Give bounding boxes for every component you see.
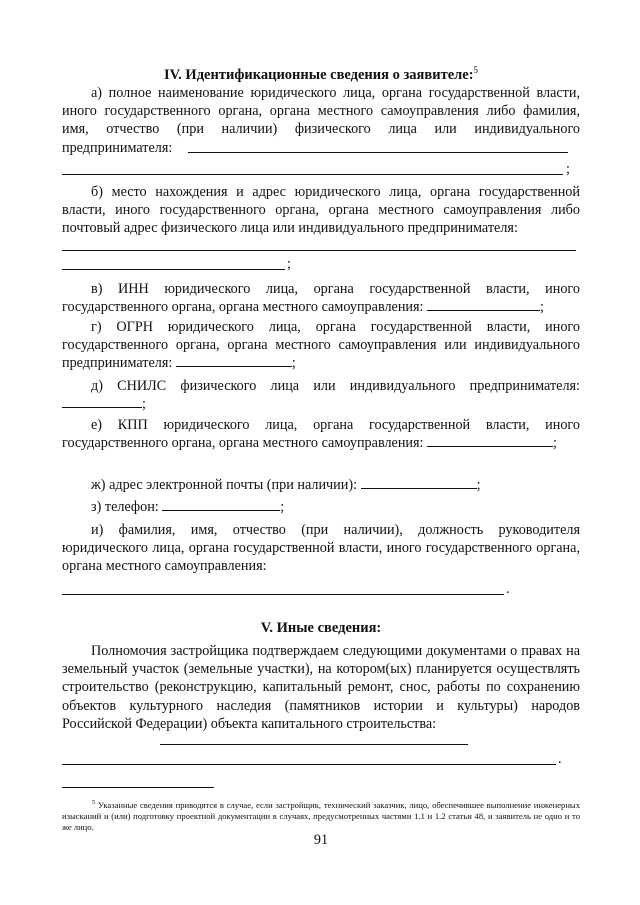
item-b-semicolon: ; bbox=[287, 256, 291, 272]
item-e-text: е) КПП юридического лица, органа государственной власти, иного государственного органа, органа местного самоуправления: ; bbox=[62, 417, 580, 452]
item-a-field-line-2[interactable] bbox=[62, 174, 563, 175]
footnote-separator bbox=[62, 787, 214, 788]
item-i-period: . bbox=[506, 581, 510, 597]
item-a-field-line-1[interactable] bbox=[188, 152, 568, 153]
section-5-field-line-2[interactable] bbox=[62, 764, 556, 765]
item-z-text: з) телефон: ; bbox=[91, 499, 285, 515]
item-v-text: в) ИНН юридического лица, органа государственной власти, иного государственного органа, органа местного самоуправления: ; bbox=[62, 281, 580, 316]
item-z-field[interactable] bbox=[162, 498, 280, 511]
item-d-field[interactable] bbox=[62, 395, 142, 408]
footnote-text: $^5$ Указанные сведения приводятся в случае, если застройщик, технический заказчик, лицо, обеспечившее выполнение инженерных изысканий и (или) подготовку проектной документации в случаях, предусмотренных частями 1.1 и 1.2 статьи 48, и заявитель не одно и то же лицо. bbox=[62, 799, 580, 833]
item-a-text: а) полное наименование юридического лица, органа государственной власти, иного государственного органа, органа местного самоуправления либо фамилия, имя, отчество (при наличии) физического лица или индивидуального предпринимателя: bbox=[62, 85, 580, 156]
item-b-field-line-2[interactable] bbox=[62, 269, 285, 270]
item-zh-text: ж) адрес электронной почты (при наличии): ; bbox=[91, 477, 481, 493]
section-5-title: V. Иные сведения: bbox=[260, 620, 382, 636]
item-zh-field[interactable] bbox=[361, 476, 477, 489]
footnote-ref: 5 bbox=[473, 65, 479, 75]
item-a-semicolon: ; bbox=[566, 161, 570, 177]
section-5-field-line-1[interactable] bbox=[160, 744, 468, 745]
item-g-text: г) ОГРН юридического лица, органа государственной власти, иного государственного органа, органа местного самоуправления или индивидуального предпринимателя: ; bbox=[62, 319, 580, 372]
item-i-text: и) фамилия, имя, отчество (при наличии), должность руководителя юридического лица, органа государственной власти, иного государственного органа, органа местного самоуправления: bbox=[62, 522, 580, 575]
section-4-title: IV. Идентификационные сведения о заявителе:$^5$ bbox=[163, 65, 479, 83]
item-b-text: б) место нахождения и адрес юридического лица, органа государственной власти, иного государственного органа, органа местного самоуправления либо почтовый адрес физического лица или индивидуального предпринимателя: bbox=[62, 184, 580, 237]
item-i-field-line[interactable] bbox=[62, 594, 504, 595]
page-number: 91 bbox=[313, 832, 329, 848]
item-d-text: д) СНИЛС физического лица или индивидуального предпринимателя: ; bbox=[62, 377, 580, 413]
item-b-field-line-1[interactable] bbox=[62, 250, 576, 251]
section-5-text: Полномочия застройщика подтверждаем следующими документами о правах на земельный участок (земельные участки), на котором(ых) планируется осуществлять строительство (реконструкцию, капитальный ремонт, снос, работы по сохранению объектов культурного наследия (памятников истории и культуры) народов Российской Федерации) объекта капитального строительства: bbox=[62, 643, 580, 732]
item-v-field[interactable] bbox=[427, 298, 540, 311]
section-5-period: . bbox=[558, 751, 562, 767]
item-g-field[interactable] bbox=[176, 354, 292, 367]
item-e-field[interactable] bbox=[427, 434, 553, 447]
